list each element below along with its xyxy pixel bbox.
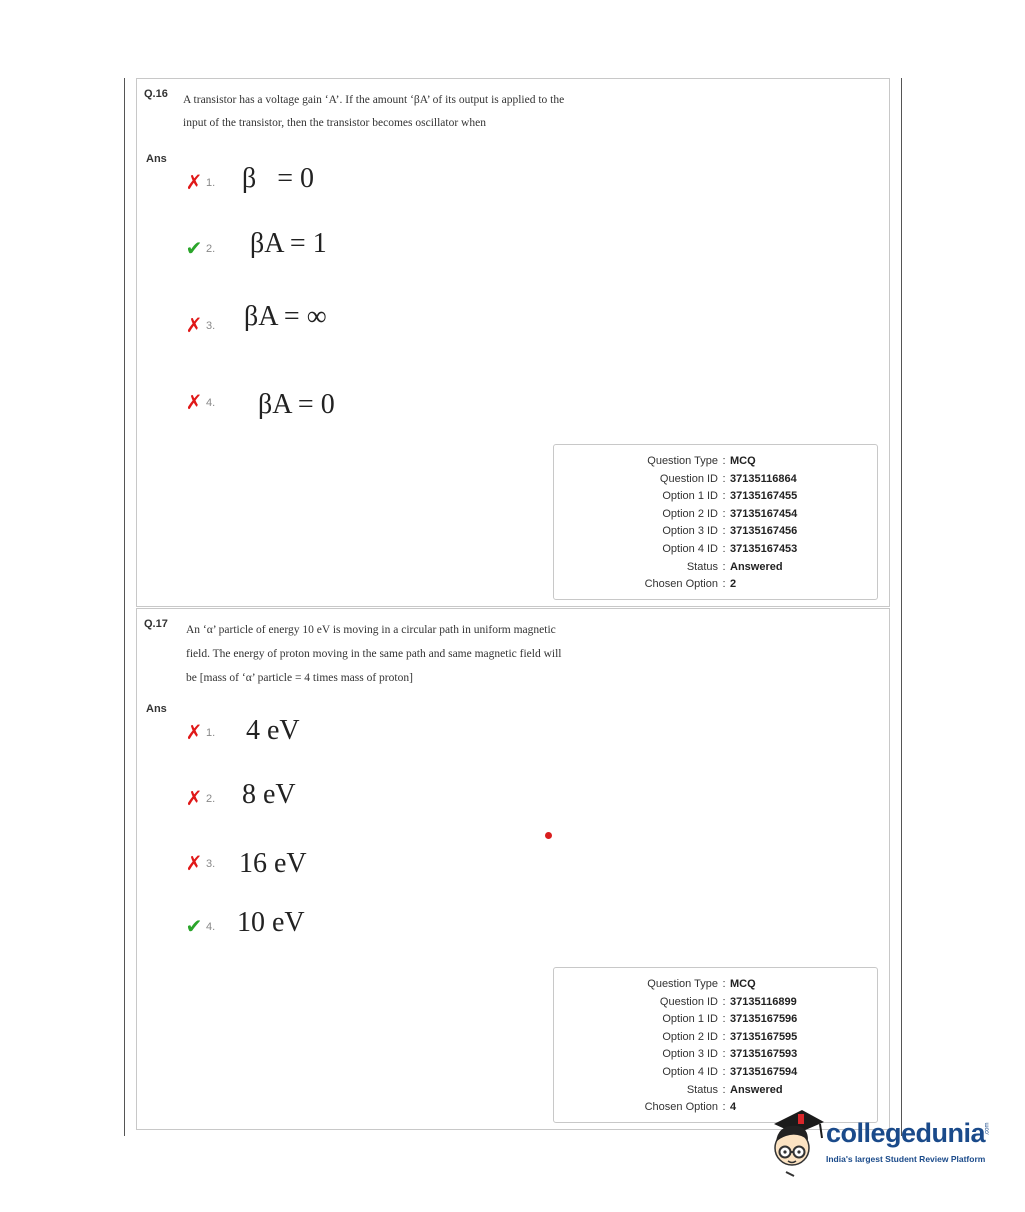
meta-label: Option 1 ID [662, 1013, 718, 1026]
meta-separator: : [722, 472, 726, 485]
question-meta-17 [553, 967, 878, 1123]
question-number: Q.16 [144, 88, 168, 100]
option-2 [184, 789, 215, 809]
ans-label: Ans [146, 703, 167, 715]
meta-separator: : [722, 1013, 726, 1026]
meta-value: 37135167596 [730, 1013, 798, 1026]
meta-separator: : [722, 490, 726, 503]
meta-value: 37135167455 [730, 490, 798, 503]
meta-row [554, 976, 877, 994]
cross-icon: ✗ [185, 172, 203, 194]
meta-value: Answered [730, 1083, 783, 1096]
meta-separator: : [722, 455, 726, 467]
meta-separator: : [722, 578, 726, 591]
cross-icon: ✗ [185, 722, 203, 744]
option-value: 16 eV [239, 848, 307, 879]
logo-tagline: India's largest Student Review Platform [826, 1154, 986, 1164]
meta-label: Option 3 ID [662, 525, 718, 538]
option-value: 8 eV [242, 779, 296, 810]
meta-separator: : [722, 1083, 726, 1096]
meta-row [554, 1082, 877, 1100]
meta-value: 2 [730, 578, 737, 591]
question-number: Q.17 [144, 618, 168, 630]
meta-row [554, 541, 877, 559]
option-number: 1. [206, 727, 216, 739]
meta-value: MCQ [730, 978, 756, 990]
logo-wordmark: collegedunia [826, 1118, 986, 1148]
meta-value: 37135167595 [730, 1030, 798, 1043]
meta-row [554, 994, 877, 1012]
meta-label: Chosen Option [644, 1101, 718, 1114]
meta-row [554, 1011, 877, 1029]
check-icon: ✔ [185, 238, 203, 260]
meta-separator: : [722, 542, 726, 555]
option-number: 3. [206, 320, 216, 332]
option-number: 4. [206, 921, 216, 933]
annotation-dot [545, 832, 552, 839]
option-number: 3. [206, 858, 216, 870]
meta-value: 37135167594 [730, 1065, 798, 1078]
meta-separator: : [722, 1065, 726, 1078]
option-2 [184, 239, 215, 259]
meta-row [554, 1029, 877, 1047]
option-value: 10 eV [237, 907, 305, 938]
option-value: βA = ∞ [244, 301, 327, 332]
question-text-line: field. The energy of proton moving in the same path and same magnetic field will [186, 648, 562, 660]
meta-separator: : [722, 507, 726, 520]
meta-separator: : [722, 525, 726, 538]
meta-separator: : [722, 1101, 726, 1114]
meta-separator: : [722, 995, 726, 1008]
meta-row [554, 576, 877, 594]
meta-label: Question ID [659, 995, 718, 1008]
ans-label: Ans [146, 153, 167, 165]
option-value: 4 eV [246, 715, 300, 746]
meta-separator: : [722, 978, 726, 990]
option-1 [184, 723, 215, 743]
question-text-line: be [mass of ‘α’ particle = 4 times mass of proton] [186, 672, 413, 684]
meta-label: Status [686, 1083, 718, 1096]
meta-value: MCQ [730, 455, 756, 467]
meta-row [554, 523, 877, 541]
cross-icon: ✗ [185, 853, 203, 875]
meta-label: Chosen Option [644, 578, 718, 591]
meta-label: Option 3 ID [662, 1048, 718, 1061]
option-1 [184, 173, 215, 193]
option-3 [184, 316, 215, 336]
option-value: βA = 1 [250, 228, 327, 259]
meta-row [554, 1064, 877, 1082]
meta-separator: : [722, 560, 726, 573]
meta-label: Option 4 ID [662, 542, 718, 555]
meta-value: 37135167593 [730, 1048, 798, 1061]
question-text-line: An ‘α’ particle of energy 10 eV is moving in a circular path in uniform magnetic [186, 624, 556, 636]
option-3 [184, 854, 215, 874]
meta-row [554, 488, 877, 506]
option-value: β = 0 [242, 163, 315, 194]
question-meta-16 [553, 444, 878, 600]
option-4 [184, 917, 215, 937]
option-4 [184, 393, 215, 413]
check-icon: ✔ [185, 916, 203, 938]
option-number: 2. [206, 793, 216, 805]
meta-label: Status [686, 560, 718, 573]
cross-icon: ✗ [185, 392, 203, 414]
option-number: 2. [206, 243, 216, 255]
meta-separator: : [722, 1048, 726, 1061]
question-text-line: input of the transistor, then the transistor becomes oscillator when [183, 117, 486, 129]
cross-icon: ✗ [185, 315, 203, 337]
meta-separator: : [722, 1030, 726, 1043]
left-margin-line [124, 78, 125, 1136]
question-text-line: A transistor has a voltage gain ‘A’. If the amount ‘βA’ of its output is applied to the [183, 94, 565, 106]
option-number: 4. [206, 397, 216, 409]
meta-value: 37135167453 [730, 542, 798, 555]
meta-value: Answered [730, 560, 783, 573]
meta-value: 37135116899 [730, 995, 797, 1008]
meta-value: 4 [730, 1101, 737, 1114]
option-number: 1. [206, 177, 216, 189]
meta-value: 37135116864 [730, 472, 797, 485]
meta-label: Question Type [647, 455, 718, 467]
collegedunia-logo [768, 1104, 1003, 1179]
meta-row [554, 1046, 877, 1064]
logo-suffix: .com [984, 1122, 991, 1136]
meta-row [554, 506, 877, 524]
meta-value: 37135167454 [730, 507, 798, 520]
right-margin-line [901, 78, 902, 1136]
meta-label: Question Type [647, 978, 718, 990]
mascot-icon [768, 1104, 826, 1179]
meta-label: Option 1 ID [662, 490, 718, 503]
meta-label: Question ID [659, 472, 718, 485]
meta-row [554, 471, 877, 489]
cross-icon: ✗ [185, 788, 203, 810]
option-value: βA = 0 [258, 389, 335, 420]
meta-row [554, 559, 877, 577]
meta-label: Option 2 ID [662, 1030, 718, 1043]
meta-value: 37135167456 [730, 525, 798, 538]
meta-label: Option 2 ID [662, 507, 718, 520]
meta-label: Option 4 ID [662, 1065, 718, 1078]
meta-row [554, 453, 877, 471]
